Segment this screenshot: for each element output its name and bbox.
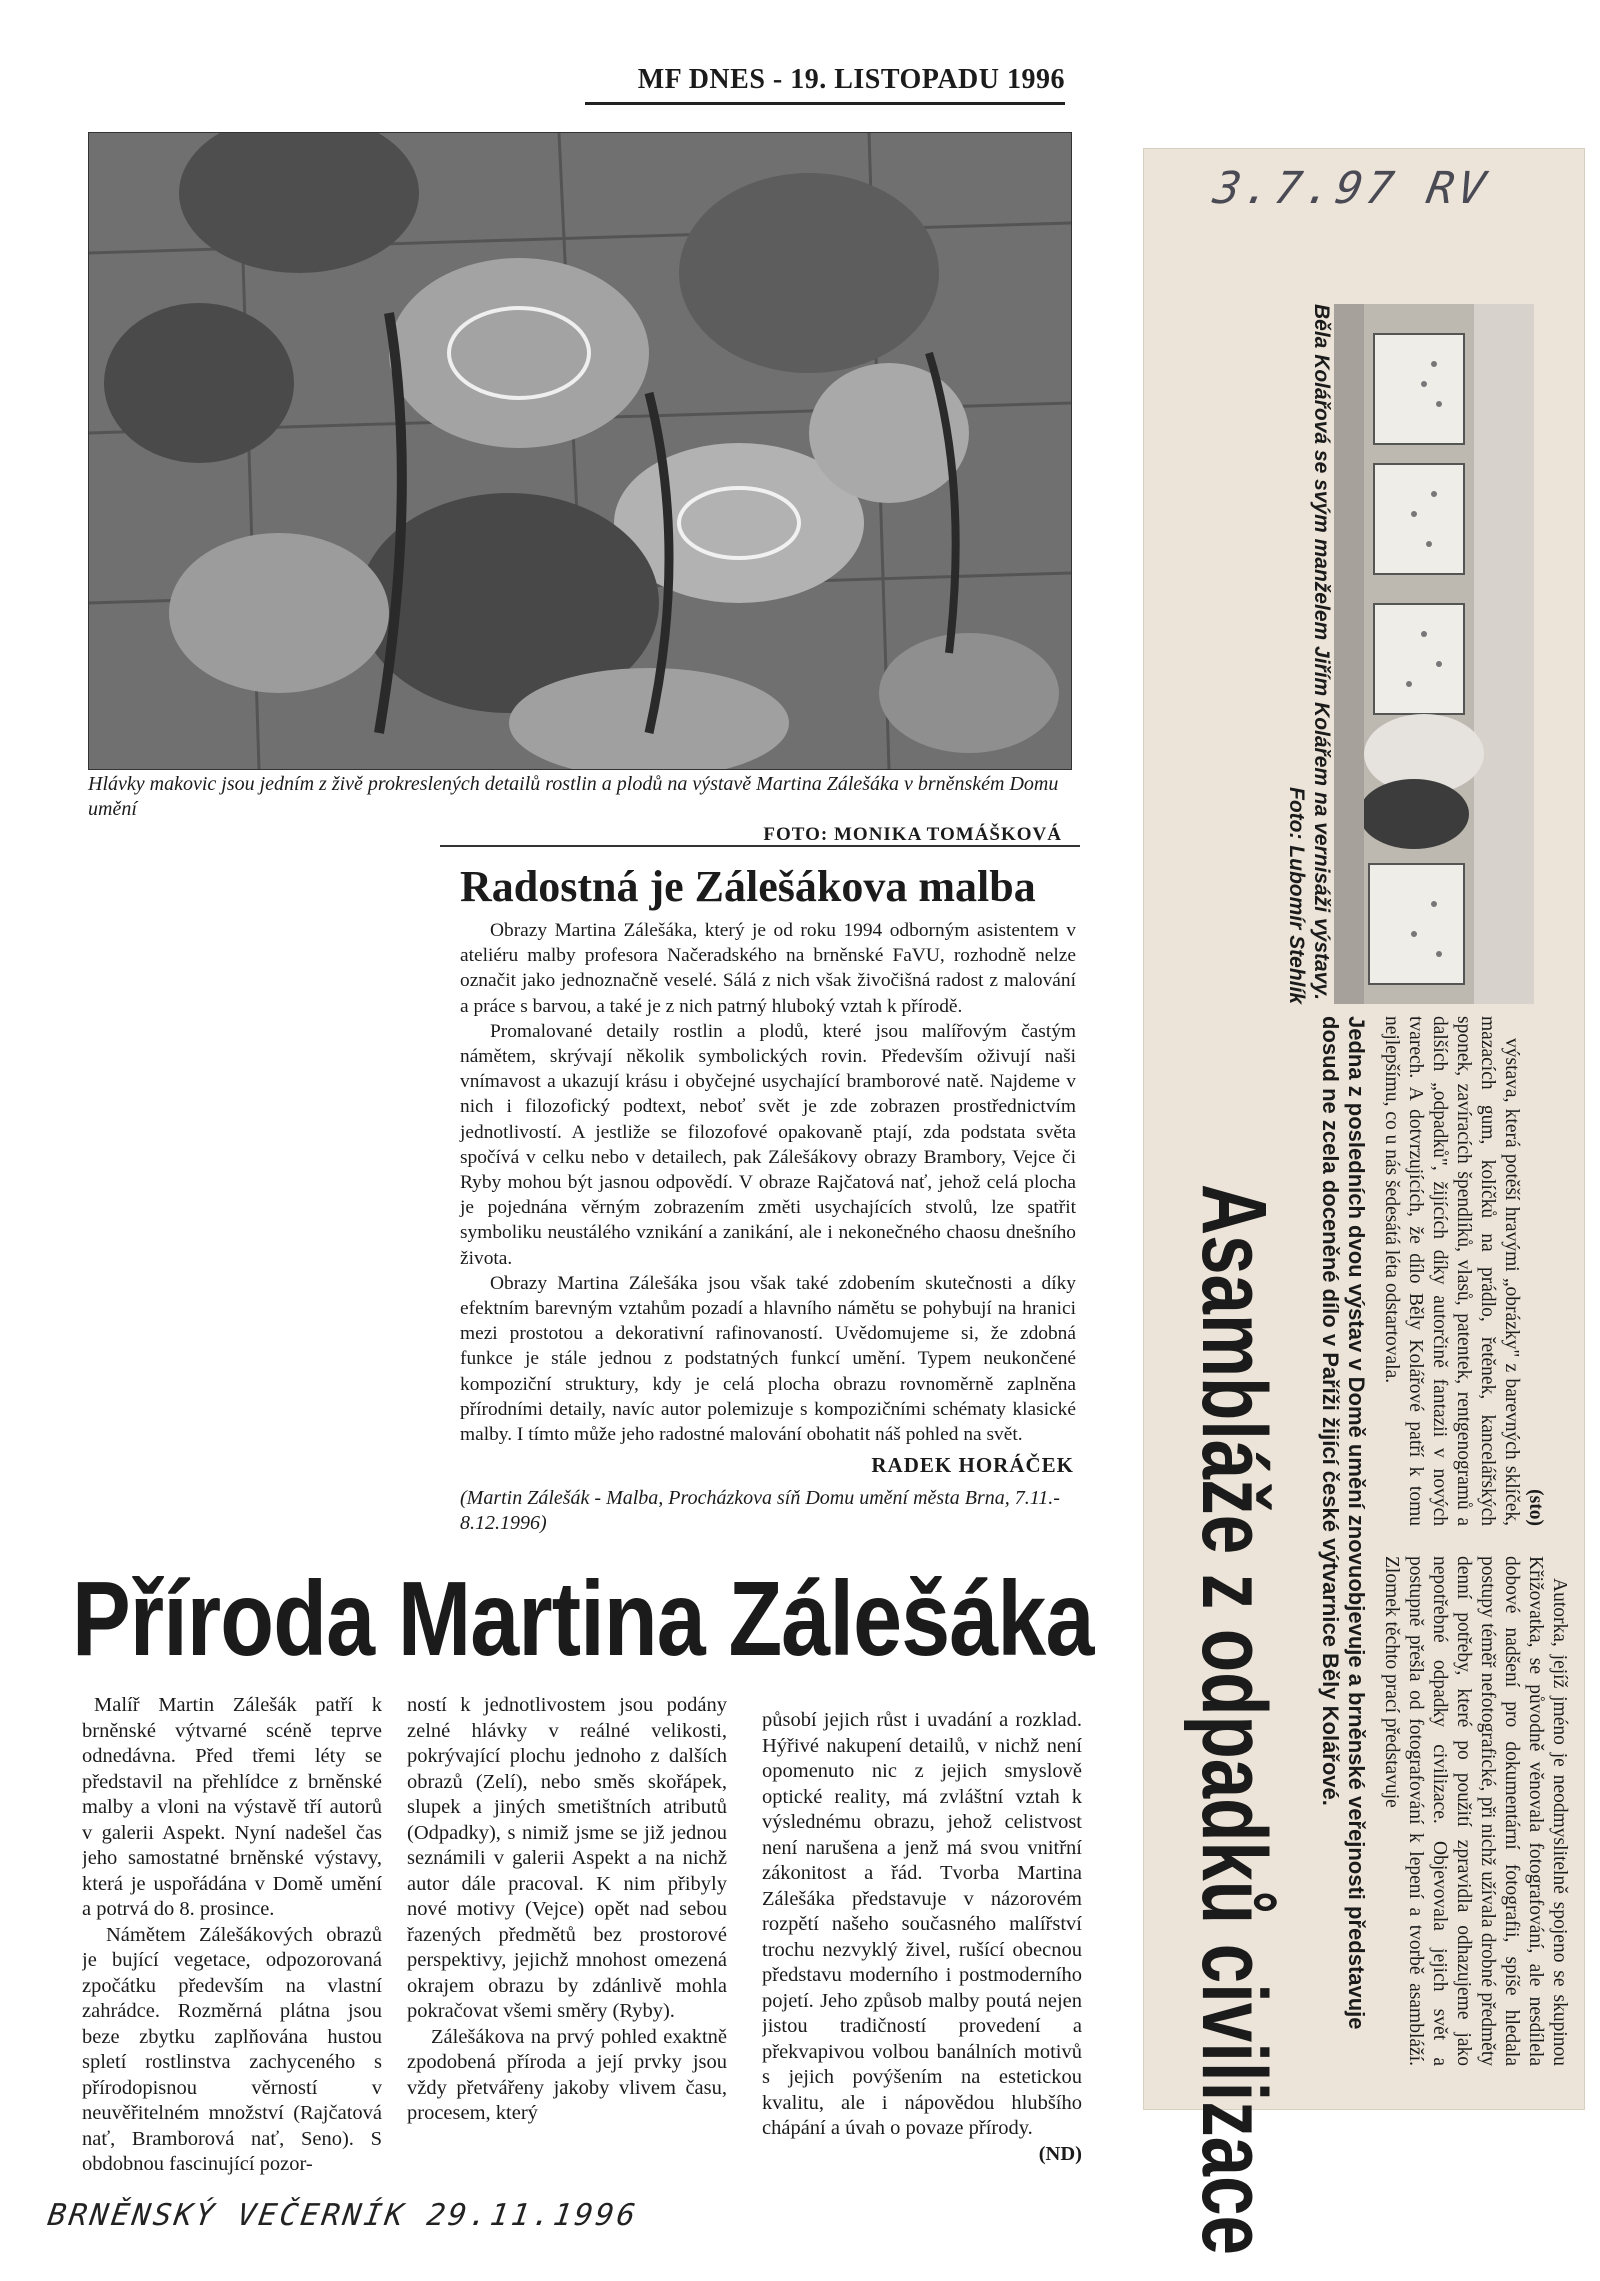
article-author: RADEK HORÁČEK [871,1453,1074,1478]
vecernik-column-2 [407,1693,727,2193]
exhibition-caption-text: Běla Kolářová se svým manželem Jiřím Kolářem na vernisáži výstavy. [1310,304,1333,1001]
vecernik-paragraph: Zálešákova na prvý pohled exaktně zpodobená příroda a její prvky jsou vždy přetvářeny jakoby vlivem času, procesem, který [407,2025,727,2124]
asamblaze-lead: Jedna z posledních dvou výstav v Domě umění znovuobjevuje a brněnské veřejnosti představuje dosud ne zcela doceněné dílo v Paříži žijící české výtvarnice Běly Kolářové. [1318,1016,1369,2030]
vecernik-title: Příroda Martina Zálešáka [72,1560,1094,1678]
photo-caption-text: Hlávky makovic jsou jedním z živě prokreslených detailů rostlin a plodů na výstavě Martina Zálešáka v brněnském Domu umění [88,773,1059,820]
vecernik-column-3 [762,1708,1082,2208]
exhibition-photo [1334,304,1534,1004]
rotated-article [1144,304,1584,2255]
vecernik-clipping [45,1553,1094,2248]
exhibition-photo-image [1334,304,1534,1004]
asamblaze-paragraph: Autorka, jejíž jméno je neodmyslitelně spojeno se skupinou Křižovatka, se původně věnovala fotografování, ale nesdílela dobové nadšení pro dokumentární fotografii, spíše hledala postupy téměř nefotografické, při nichž užívala drobné předměty denní potřeby, které po použití zpravidla odhazujeme jako nepotřebné odpadky civilizace. Objevovala jejich svět a postupně přešla od fotografování k lepení a tvorbě asambláží. Zlomek těchto prací představuje [1381,1556,1570,2066]
handwritten-date-note: 3.7.97 RV [1209,163,1493,214]
vecernik-paragraph: Malíř Martin Zálešák patří k brněnské výtvarné scéně teprve odnedávna. Před třemi léty se představil na přehlídce z brněnské malby a vloni na výstavě tří autorů v galerii Aspekt. Nyní nadešel čas jeho samostatné brněnské výstavy, která je uspořádána v Domě umění a potrvá do 8. prosince. [82,1694,382,1920]
article-title: Radostná je Zálešákova malba [460,862,1036,911]
newspaper-header: MF DNES - 19. LISTOPADU 1996 [585,58,1065,105]
photo-caption [88,772,1070,847]
asamblaze-title: Asambláže z odpadků civilizace [1183,1184,1285,2255]
vecernik-signature: (ND) [1038,2142,1082,2165]
asamblaze-signature: (sto) [1525,1489,1546,1526]
vecernik-column-1 [82,1693,382,2193]
asamblaze-body [1379,1016,1584,2066]
asamblaze-paragraph: výstava, která potěší hravými „obrázky" z barevných sklíček, mazacích gum, kolíčků na prádlo, řetěnek, kancelářských sponek, zavíracích špendlíků, vlasů, patentek, rentgenogramů a dalších „odpadků", žijících díky autorčině fantazii v nových tvarech. A dotvrzujících, že dílo Běly Kolářové patří k tomu nejlepšímu, co u nás šedesátá léta odstartovala. [1381,1016,1522,1526]
article-paragraph: Promalované detaily rostlin a plodů, které jsou malířovým častým námětem, skrývají několik symbolických rovin. Především oživují naši vnímavost a ukazují krásu i obyčejné usychající bramborové natě. Najdeme v nich i filozofický podtext, neboť svět je zde zobrazen prostřednictvím jednotlivostí. A jestliže se filozofové opakovaně ptají, zda podstata světa spočívá v celku nebo v detailech, pak Zálešákovy obrazy Brambory, Vejce či Ryby mohou být jasnou odpovědí. V obraze Rajčatová nať, jehož celá plocha je pojednána věrným zobrazením změti usychajících stvolů, lze spatřit symboliku neustálého vznikání a zanikání, ale i nekonečného chaosu dnešního života. [460,1020,1076,1269]
poppy-painting-photo [88,132,1072,770]
article-source: (Martin Zálešák - Malba, Procházkova síň Domu umění města Brna, 7.11.- 8.12.1996) [460,1487,1060,1535]
article-paragraph: Obrazy Martina Zálešáka, který je od roku 1994 odborným asistentem v ateliéru malby profesora Načeradského na brněnské FaVU, rozhodně nelze označit jako jednoznačně veselé. Sálá z nich však živočišná radost z malování a práce s barvou, a také je z nich patrný hluboký vztah k přírodě. [460,920,1076,1017]
article-paragraph: Obrazy Martina Zálešáka jsou však také zdobením skutečnosti a díky efektním barevným vztahům pozadí a hlavního námětu se pohybují na hranici mezi prostotou a dekorativní rafinovaností. Uvědomujeme si, že zdobná funkce je stále jednou z podstatných funkcí umění. Typem neukončené kompoziční struktury, kdy je celá plocha obrazu rovnoměrně zaplněna přírodními detaily, navíc autor polemizuje s kompozičními schématy klasické malby. I tímto může jeho radostné malování obohatit náš pohled na svět. [460,1272,1076,1446]
poppy-painting-image [89,133,1071,769]
exhibition-photo-caption [1284,304,1334,1004]
exhibition-photo-credit: Foto: Lubomír Stehlík [1285,787,1308,1004]
vecernik-paragraph: působí jejich růst i uvadání a rozklad. Hýřivé nakupení detailů, v nichž není opomenuto nic z jejich smyslově optické reality, má zvláštní vztah k výslednému obrazu, jehož celistvost není narušena a jenž má svou vnitřní zákonitost a řád. Tvorba Martina Zálešáka představuje v názorovém rozpětí našeho současného malířství trochu nezvyklý živel, rušící obecnou představu moderního i postmoderního pojetí. Jeho způsob malby poutá nejen jistou tradičností provedení a překvapivou volbou banálních motivů s jejich povýšením na estetickou kvalitu, ale i nápovědou hlubšího chápání a úvah o povaze přírody. [762,1709,1082,2139]
vecernik-paragraph: ností k jednotlivostem jsou podány zelné hlávky v reálné velikosti, pokrývající plochu jednoho z dalších obrazů (Zelí), nebo směs skořápek, slupek a jiných smetištních atributů (Odpadky), s nimiž jsme se již jednou seznámili v galerii Aspekt a na nichž autor dále pracoval. K nim přibyly nové motivy (Vejce) opět nad sebou řazených předmětů bez prostorové perspektivy, jejichž mnohost omezená okrajem obrazu by zdánlivě mohla pokračovat všemi směry (Ryby). [407,1694,727,2022]
asamblaze-clipping [1143,148,1585,2255]
photo-credit: FOTO: MONIKA TOMÁŠKOVÁ [763,824,1062,845]
article-radostna [440,845,1080,1537]
vecernik-paragraph: Námětem Zálešákových obrazů je bující vegetace, odpozorovaná zpočátku především na vlastní zahrádce. Rozměrná plátna jsou beze zbytku zaplňována hustou spletí rostlinstva zachyceného s přírodopisnou věrností v neuvěřitelném množství (Rajčatová nať, Bramborová nať, Seno). S obdobnou fascinující pozor- [82,1923,382,2175]
handwritten-source-note: BRNĚNSKÝ VEČERNÍK 29.11.1996 [45,2198,641,2233]
